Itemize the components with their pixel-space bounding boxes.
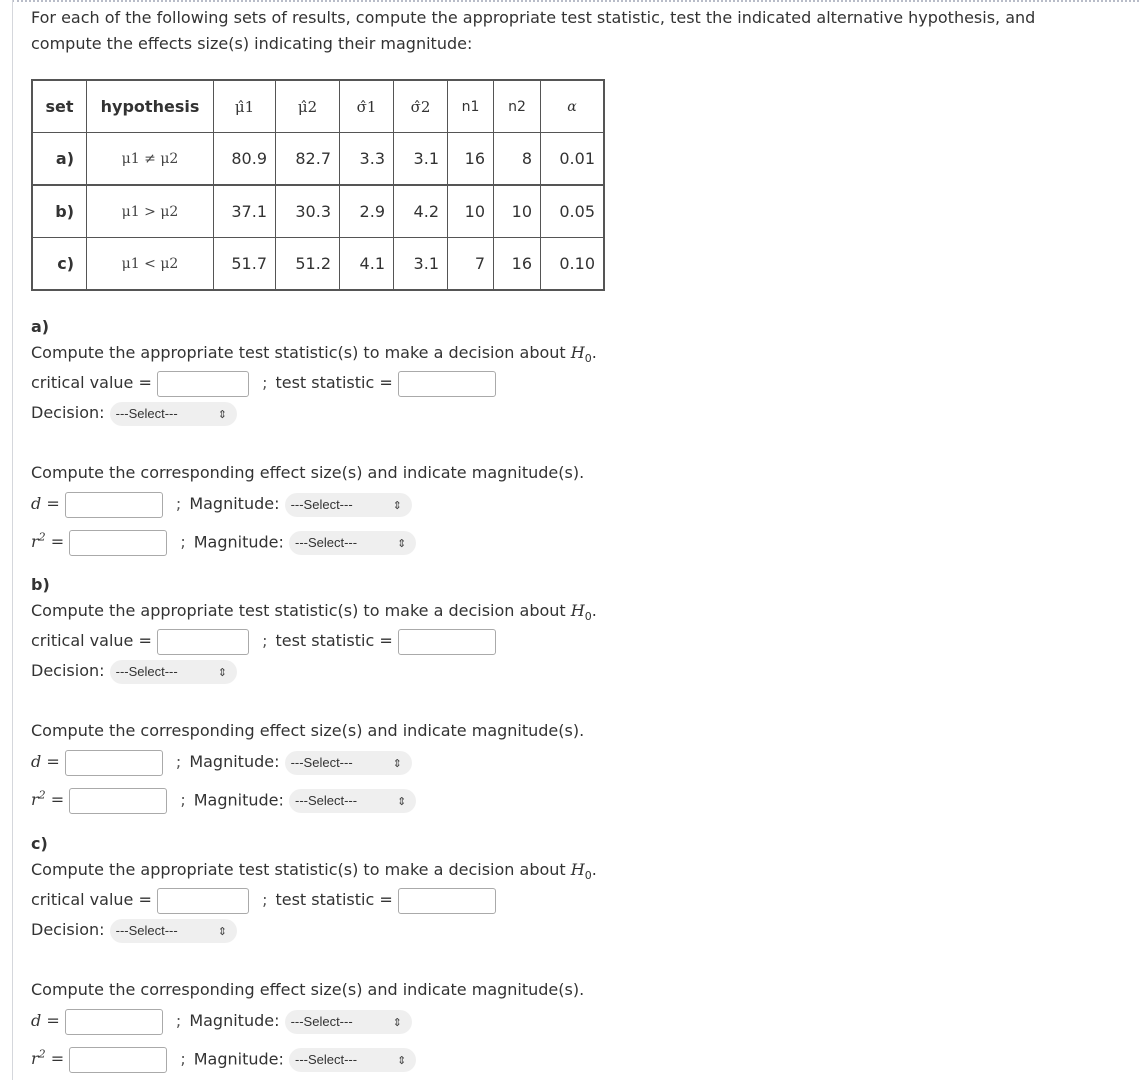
magnitude-label: Magnitude:	[189, 752, 280, 771]
decision-select[interactable]: ---Select--- ⇕	[110, 402, 237, 426]
test-statistic-input[interactable]	[398, 371, 496, 397]
test-statistic-input[interactable]	[398, 888, 496, 914]
cell-alpha: 0.05	[541, 185, 605, 238]
decision-label: Decision:	[31, 403, 105, 422]
magnitude-label: Magnitude:	[189, 1011, 280, 1030]
critical-value-label: critical value =	[31, 373, 152, 392]
r-squared-magnitude-select[interactable]: ---Select--- ⇕	[289, 531, 416, 555]
r-squared-input[interactable]	[69, 530, 167, 556]
test-statistic-label: test statistic =	[275, 631, 393, 650]
effect-size-instruction: Compute the corresponding effect size(s) and indicate magnitude(s).	[31, 463, 585, 482]
cell-sd2: 3.1	[394, 238, 448, 291]
table-row	[32, 238, 604, 291]
select-arrow-icon: ⇕	[397, 795, 407, 808]
critical-value-input[interactable]	[157, 371, 249, 397]
decision-select[interactable]: ---Select--- ⇕	[110, 919, 237, 943]
test-statistic-input[interactable]	[398, 629, 496, 655]
table-row	[32, 133, 604, 186]
select-arrow-icon: ⇕	[217, 408, 227, 421]
decision-label: Decision:	[31, 661, 105, 680]
cell-hypothesis: μ1 ≠ μ2	[87, 133, 214, 186]
header-hypothesis: hypothesis	[87, 80, 214, 133]
cell-mu2: 51.2	[276, 238, 340, 291]
header-sd1: σ̂1	[340, 80, 394, 133]
cell-mu1: 51.7	[214, 238, 276, 291]
instruction-text: Compute the appropriate test statistic(s) to make a decision about $H_0$.	[31, 601, 597, 624]
critical-value-input[interactable]	[157, 629, 249, 655]
cell-sd1: 3.3	[340, 133, 394, 186]
intro-line-2: compute the effects size(s) indicating their magnitude:	[31, 34, 473, 53]
d-input[interactable]	[65, 492, 163, 518]
magnitude-label: Magnitude:	[189, 494, 280, 513]
results-table	[31, 79, 605, 291]
effect-size-instruction: Compute the corresponding effect size(s) and indicate magnitude(s).	[31, 980, 585, 999]
select-arrow-icon: ⇕	[397, 537, 407, 550]
cell-mu2: 82.7	[276, 133, 340, 186]
select-arrow-icon: ⇕	[392, 1016, 402, 1029]
d-magnitude-select[interactable]: ---Select--- ⇕	[285, 1010, 412, 1034]
cell-mu1: 37.1	[214, 185, 276, 238]
cell-sd1: 2.9	[340, 185, 394, 238]
r-squared-magnitude-select[interactable]: ---Select--- ⇕	[289, 1048, 416, 1072]
d-input[interactable]	[65, 1009, 163, 1035]
intro-line-1: For each of the following sets of results, compute the appropriate test statistic, test the indicated alternative hypothesis, and	[31, 8, 1036, 27]
cell-alpha: 0.01	[541, 133, 605, 186]
d-input[interactable]	[65, 750, 163, 776]
magnitude-label: Magnitude:	[193, 790, 284, 810]
instruction-text: Compute the appropriate test statistic(s) to make a decision about $H_0$.	[31, 860, 597, 883]
cell-n2: 8	[494, 133, 541, 186]
header-mu1: μ̂1	[214, 80, 276, 133]
instruction-text: Compute the appropriate test statistic(s) to make a decision about $H_0$.	[31, 343, 597, 366]
cell-alpha: 0.10	[541, 238, 605, 291]
part-label: c)	[31, 834, 48, 853]
r-squared-label: $r^2$ =	[31, 1048, 65, 1069]
select-arrow-icon: ⇕	[392, 757, 402, 770]
critical-value-label: critical value =	[31, 631, 152, 650]
r-squared-magnitude-select[interactable]: ---Select--- ⇕	[289, 789, 416, 813]
d-magnitude-select[interactable]: ---Select--- ⇕	[285, 493, 412, 517]
magnitude-label: Magnitude:	[193, 1049, 284, 1069]
part-label: b)	[31, 575, 50, 594]
critical-value-input[interactable]	[157, 888, 249, 914]
cell-mu1: 80.9	[214, 133, 276, 186]
cell-hypothesis: μ1 > μ2	[87, 185, 214, 238]
part-a: a) Compute the appropriate test statistic(s) to make a decision about $H_0$. critical value = ; test statistic = Decision: ---Select--- ⇕ Compute the corresponding effect size(s) and indicate magnitude(s). d = ; Magnitude: ---Select--- ⇕ $r^2$ = ; Magnitude: ---Select--- ⇕	[31, 316, 831, 556]
cell-n1: 7	[448, 238, 494, 291]
critical-value-label: critical value =	[31, 890, 152, 909]
table-row	[32, 185, 604, 238]
d-label: d =	[31, 1011, 60, 1030]
header-alpha: α	[541, 80, 605, 133]
cell-sd2: 4.2	[394, 185, 448, 238]
part-c: c) Compute the appropriate test statistic(s) to make a decision about $H_0$. critical value = ; test statistic = Decision: ---Select--- ⇕ Compute the corresponding effect size(s) and indicate magnitude(s). d = ; Magnitude: ---Select--- ⇕ $r^2$ = ; Magnitude: ---Select--- ⇕	[31, 833, 831, 1073]
part-label: a)	[31, 317, 50, 336]
cell-sd2: 3.1	[394, 133, 448, 186]
r-squared-input[interactable]	[69, 1047, 167, 1073]
d-magnitude-select[interactable]: ---Select--- ⇕	[285, 751, 412, 775]
select-arrow-icon: ⇕	[217, 666, 227, 679]
part-b: b) Compute the appropriate test statistic(s) to make a decision about $H_0$. critical value = ; test statistic = Decision: ---Select--- ⇕ Compute the corresponding effect size(s) and indicate magnitude(s). d = ; Magnitude: ---Select--- ⇕ $r^2$ = ; Magnitude: ---Select--- ⇕	[31, 574, 831, 814]
cell-n2: 16	[494, 238, 541, 291]
header-n1: n1	[448, 80, 494, 133]
cell-hypothesis: μ1 < μ2	[87, 238, 214, 291]
test-statistic-label: test statistic =	[275, 373, 393, 392]
cell-set: a)	[32, 133, 87, 186]
select-arrow-icon: ⇕	[217, 925, 227, 938]
cell-set: c)	[32, 238, 87, 291]
question-content	[31, 5, 1131, 1069]
cell-mu2: 30.3	[276, 185, 340, 238]
top-dotted-border	[12, 0, 1139, 2]
d-label: d =	[31, 752, 60, 771]
header-sd2: σ̂2	[394, 80, 448, 133]
cell-sd1: 4.1	[340, 238, 394, 291]
table-header-row	[32, 80, 604, 133]
select-arrow-icon: ⇕	[397, 1054, 407, 1067]
d-label: d =	[31, 494, 60, 513]
cell-n2: 10	[494, 185, 541, 238]
select-arrow-icon: ⇕	[392, 499, 402, 512]
r-squared-input[interactable]	[69, 788, 167, 814]
test-statistic-label: test statistic =	[275, 890, 393, 909]
effect-size-instruction: Compute the corresponding effect size(s) and indicate magnitude(s).	[31, 721, 585, 740]
cell-set: b)	[32, 185, 87, 238]
r-squared-label: $r^2$ =	[31, 531, 65, 552]
cell-n1: 10	[448, 185, 494, 238]
left-border	[12, 0, 13, 1080]
header-set: set	[32, 80, 87, 133]
header-n2: n2	[494, 80, 541, 133]
header-mu2: μ̂2	[276, 80, 340, 133]
cell-n1: 16	[448, 133, 494, 186]
decision-select[interactable]: ---Select--- ⇕	[110, 660, 237, 684]
magnitude-label: Magnitude:	[193, 532, 284, 552]
r-squared-label: $r^2$ =	[31, 789, 65, 810]
decision-label: Decision:	[31, 920, 105, 939]
